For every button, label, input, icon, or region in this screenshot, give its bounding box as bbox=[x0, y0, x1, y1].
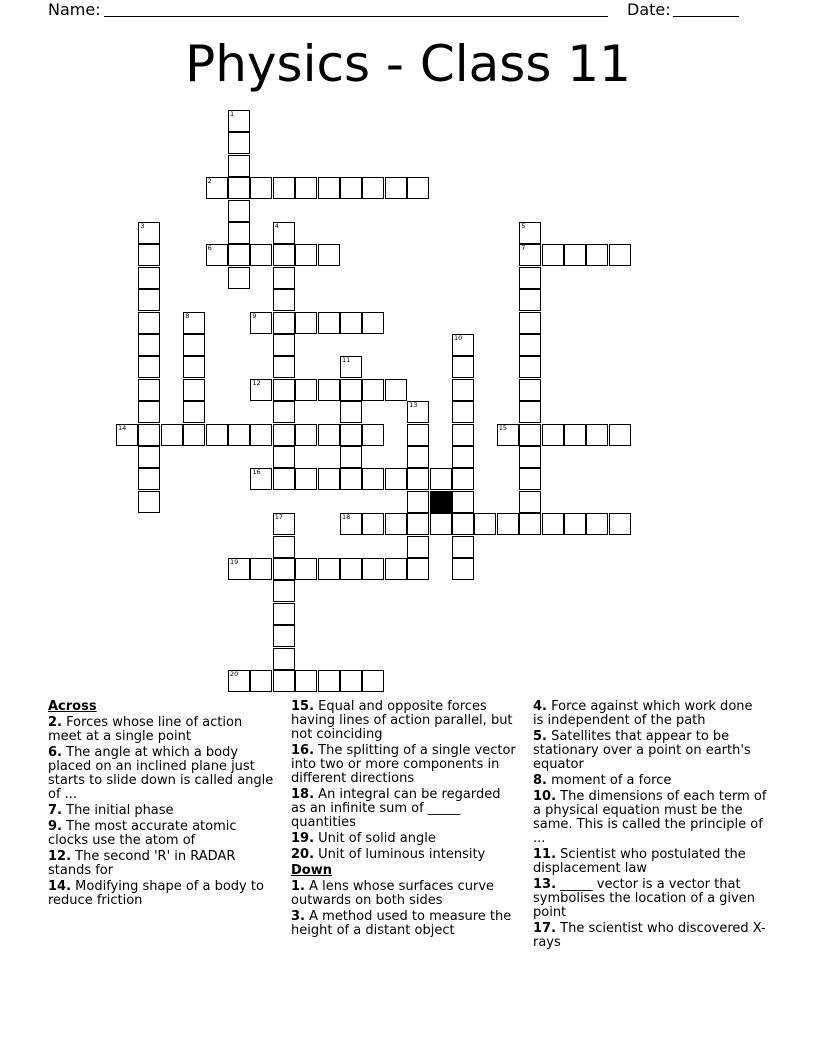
grid-cell[interactable] bbox=[273, 670, 295, 692]
grid-cell[interactable] bbox=[519, 513, 541, 535]
grid-cell[interactable] bbox=[497, 513, 519, 535]
grid-cell[interactable] bbox=[385, 513, 407, 535]
grid-cell[interactable] bbox=[273, 379, 295, 401]
grid-cell[interactable] bbox=[340, 670, 362, 692]
clue-down-5: 5. Satellites that appear to be stationary over a point on earth's equator bbox=[533, 729, 751, 772]
grid-cell[interactable] bbox=[430, 468, 452, 490]
grid-cell[interactable] bbox=[519, 468, 541, 490]
grid-cell[interactable] bbox=[183, 424, 205, 446]
grid-cell[interactable] bbox=[250, 558, 272, 580]
grid-cell[interactable] bbox=[340, 558, 362, 580]
grid-cell[interactable] bbox=[362, 379, 384, 401]
grid-cell[interactable] bbox=[318, 468, 340, 490]
cell-number: 12 bbox=[252, 378, 261, 387]
grid-cell[interactable] bbox=[340, 177, 362, 199]
grid-cell[interactable] bbox=[295, 670, 317, 692]
grid-cell[interactable] bbox=[407, 468, 429, 490]
clue-across-19: 19. Unit of solid angle bbox=[291, 831, 436, 846]
grid-cell[interactable] bbox=[273, 536, 295, 558]
grid-cell[interactable] bbox=[138, 401, 160, 423]
grid-cell[interactable] bbox=[295, 244, 317, 266]
grid-cell[interactable] bbox=[273, 356, 295, 378]
clue-across-20: 20. Unit of luminous intensity bbox=[291, 847, 486, 862]
grid-cell[interactable] bbox=[519, 267, 541, 289]
grid-cell[interactable] bbox=[385, 468, 407, 490]
grid-cell[interactable] bbox=[340, 446, 362, 468]
clue-down-8: 8. moment of a force bbox=[533, 773, 672, 788]
grid-cell[interactable] bbox=[362, 424, 384, 446]
across-heading: Across bbox=[48, 699, 97, 714]
grid-cell[interactable] bbox=[362, 177, 384, 199]
cell-number: 10 bbox=[454, 334, 463, 342]
grid-cell[interactable] bbox=[519, 222, 541, 244]
grid-cell[interactable] bbox=[250, 670, 272, 692]
grid-cell[interactable] bbox=[228, 244, 250, 266]
cell-number: 4 bbox=[274, 222, 279, 230]
grid-cell[interactable] bbox=[273, 222, 295, 244]
grid-cell[interactable] bbox=[273, 446, 295, 468]
grid-cell[interactable] bbox=[318, 244, 340, 266]
clue-down-4: 4. Force against which work done is independent of the path bbox=[533, 699, 753, 728]
grid-cell[interactable] bbox=[295, 379, 317, 401]
page-title: Physics - Class 11 bbox=[185, 35, 631, 93]
grid-cell[interactable] bbox=[362, 513, 384, 535]
clues-column-1 bbox=[48, 700, 276, 910]
grid-cell[interactable] bbox=[519, 289, 541, 311]
grid-cell[interactable] bbox=[295, 177, 317, 199]
grid-cell[interactable] bbox=[295, 558, 317, 580]
grid-cell[interactable] bbox=[586, 424, 608, 446]
clue-across-16: 16. The splitting of a single vector into two or more components in different directions bbox=[291, 743, 516, 786]
clue-across-7: 7. The initial phase bbox=[48, 803, 174, 818]
grid-cell[interactable] bbox=[497, 424, 519, 446]
cell-number: 9 bbox=[252, 311, 257, 320]
grid-cell[interactable] bbox=[385, 558, 407, 580]
grid-cell[interactable] bbox=[340, 468, 362, 490]
cell-number: 2 bbox=[207, 177, 212, 186]
date-label: Date: bbox=[627, 0, 671, 19]
grid-cell[interactable] bbox=[273, 289, 295, 311]
clue-down-3: 3. A method used to measure the height of a distant object bbox=[291, 909, 512, 938]
grid-cell[interactable] bbox=[116, 424, 138, 446]
grid-cell[interactable] bbox=[183, 379, 205, 401]
grid-cell[interactable] bbox=[273, 177, 295, 199]
grid-cell[interactable] bbox=[183, 312, 205, 334]
grid-cell[interactable] bbox=[452, 379, 474, 401]
grid-cell[interactable] bbox=[138, 446, 160, 468]
grid-cell[interactable] bbox=[519, 356, 541, 378]
grid-cell[interactable] bbox=[362, 670, 384, 692]
grid-cell[interactable] bbox=[407, 491, 429, 513]
grid-cell[interactable] bbox=[519, 446, 541, 468]
cell-number: 6 bbox=[207, 244, 212, 253]
grid-cell[interactable] bbox=[519, 491, 541, 513]
grid-cell[interactable] bbox=[340, 513, 362, 535]
clues-column-2 bbox=[291, 700, 519, 940]
cell-number: 18 bbox=[342, 513, 351, 522]
grid-cell[interactable] bbox=[138, 468, 160, 490]
down-heading: Down bbox=[291, 863, 332, 878]
grid-cell[interactable] bbox=[273, 334, 295, 356]
grid-cell[interactable] bbox=[430, 513, 452, 535]
grid-cell[interactable] bbox=[407, 177, 429, 199]
grid-cell[interactable] bbox=[586, 244, 608, 266]
grid-cell[interactable] bbox=[250, 244, 272, 266]
grid-cell[interactable] bbox=[586, 513, 608, 535]
grid-cell[interactable] bbox=[138, 379, 160, 401]
grid-cell[interactable] bbox=[295, 468, 317, 490]
grid-cell[interactable] bbox=[138, 267, 160, 289]
grid-cell[interactable] bbox=[564, 424, 586, 446]
clue-down-17: 17. The scientist who discovered X-rays bbox=[533, 921, 766, 950]
cell-number: 19 bbox=[230, 558, 239, 566]
grid-cell[interactable] bbox=[295, 312, 317, 334]
grid-cell[interactable] bbox=[138, 424, 160, 446]
grid-cell[interactable] bbox=[318, 312, 340, 334]
grid-cell[interactable] bbox=[250, 177, 272, 199]
grid-cell[interactable] bbox=[273, 603, 295, 625]
grid-cell[interactable] bbox=[273, 648, 295, 670]
grid-cell[interactable] bbox=[228, 222, 250, 244]
clue-down-1: 1. A lens whose surfaces curve outwards on both sides bbox=[291, 879, 495, 908]
grid-cell[interactable] bbox=[318, 670, 340, 692]
grid-cell[interactable] bbox=[407, 446, 429, 468]
grid-cell[interactable] bbox=[138, 222, 160, 244]
grid-cell[interactable] bbox=[318, 379, 340, 401]
cell-number: 15 bbox=[498, 423, 508, 432]
clue-across-12: 12. The second 'R' in RADAR stands for bbox=[48, 849, 236, 878]
cell-number: 5 bbox=[521, 222, 526, 230]
grid-cell[interactable] bbox=[228, 670, 250, 692]
grid-cell[interactable] bbox=[340, 356, 362, 378]
clue-down-13: 13. _____ vector is a vector that symbolises the location of a given point bbox=[533, 877, 755, 920]
grid-cell[interactable] bbox=[206, 244, 228, 266]
grid-cell[interactable] bbox=[519, 244, 541, 266]
grid-cell[interactable] bbox=[452, 356, 474, 378]
grid-cell[interactable] bbox=[542, 513, 564, 535]
clue-across-2: 2. Forces whose line of action meet at a single point bbox=[48, 715, 243, 744]
cell-number: 16 bbox=[252, 468, 261, 477]
black-cell bbox=[430, 491, 452, 513]
grid-cell[interactable] bbox=[228, 177, 250, 199]
grid-cell[interactable] bbox=[273, 312, 295, 334]
grid-cell[interactable] bbox=[138, 244, 160, 266]
name-label: Name: bbox=[48, 0, 101, 19]
grid-cell[interactable] bbox=[318, 558, 340, 580]
grid-cell[interactable] bbox=[609, 424, 631, 446]
grid-cell[interactable] bbox=[407, 424, 429, 446]
grid-cell[interactable] bbox=[452, 424, 474, 446]
grid-cell[interactable] bbox=[452, 468, 474, 490]
grid-cell[interactable] bbox=[385, 177, 407, 199]
cell-number: 1 bbox=[230, 110, 235, 118]
grid-cell[interactable] bbox=[452, 401, 474, 423]
grid-cell[interactable] bbox=[295, 424, 317, 446]
grid-cell[interactable] bbox=[407, 513, 429, 535]
grid-cell[interactable] bbox=[228, 424, 250, 446]
grid-cell[interactable] bbox=[273, 468, 295, 490]
grid-cell[interactable] bbox=[228, 267, 250, 289]
grid-cell[interactable] bbox=[206, 177, 228, 199]
grid-cell[interactable] bbox=[340, 312, 362, 334]
grid-cell[interactable] bbox=[362, 312, 384, 334]
grid-cell[interactable] bbox=[609, 513, 631, 535]
grid-cell[interactable] bbox=[273, 267, 295, 289]
grid-cell[interactable] bbox=[228, 200, 250, 222]
cell-number: 11 bbox=[342, 356, 351, 365]
grid-cell[interactable] bbox=[362, 468, 384, 490]
grid-cell[interactable] bbox=[452, 558, 474, 580]
grid-cell[interactable] bbox=[273, 401, 295, 423]
grid-cell[interactable] bbox=[273, 625, 295, 647]
grid-cell[interactable] bbox=[609, 244, 631, 266]
grid-cell[interactable] bbox=[407, 536, 429, 558]
grid-cell[interactable] bbox=[564, 513, 586, 535]
grid-cell[interactable] bbox=[250, 468, 272, 490]
clue-across-6: 6. The angle at which a body placed on an inclined plane just starts to slide down is called angle of ... bbox=[48, 745, 274, 802]
cell-number: 13 bbox=[409, 401, 418, 410]
grid-cell[interactable] bbox=[318, 177, 340, 199]
grid-cell[interactable] bbox=[452, 446, 474, 468]
cell-number: 8 bbox=[185, 311, 190, 320]
grid-cell[interactable] bbox=[407, 401, 429, 423]
grid-cell[interactable] bbox=[452, 334, 474, 356]
grid-cell[interactable] bbox=[183, 334, 205, 356]
grid-cell[interactable] bbox=[385, 379, 407, 401]
cell-number: 3 bbox=[140, 222, 145, 230]
grid-cell[interactable] bbox=[138, 289, 160, 311]
grid-cell[interactable] bbox=[250, 312, 272, 334]
clue-across-9: 9. The most accurate atomic clocks use the atom of bbox=[48, 819, 237, 848]
clue-down-10: 10. The dimensions of each term of a physical equation must be the same. This is called the principle of ... bbox=[533, 789, 767, 846]
grid-cell[interactable] bbox=[138, 334, 160, 356]
grid-cell[interactable] bbox=[452, 491, 474, 513]
cell-number: 17 bbox=[274, 513, 284, 522]
grid-cell[interactable] bbox=[519, 334, 541, 356]
grid-cell[interactable] bbox=[206, 424, 228, 446]
clue-across-15: 15. Equal and opposite forces having lines of action parallel, but not coinciding bbox=[291, 699, 513, 742]
clue-across-18: 18. An integral can be regarded as an infinite sum of _____ quantities bbox=[291, 787, 501, 830]
grid-cell[interactable] bbox=[340, 401, 362, 423]
grid-cell[interactable] bbox=[250, 424, 272, 446]
clue-down-11: 11. Scientist who postulated the displacement law bbox=[533, 847, 746, 876]
grid-cell[interactable] bbox=[318, 424, 340, 446]
grid-cell[interactable] bbox=[250, 379, 272, 401]
grid-cell[interactable] bbox=[452, 513, 474, 535]
grid-cell[interactable] bbox=[273, 580, 295, 602]
grid-cell[interactable] bbox=[362, 558, 384, 580]
grid-cell[interactable] bbox=[452, 536, 474, 558]
grid-cell[interactable] bbox=[138, 356, 160, 378]
grid-cell[interactable] bbox=[542, 244, 564, 266]
grid-cell[interactable] bbox=[340, 424, 362, 446]
grid-cell[interactable] bbox=[183, 356, 205, 378]
grid-cell[interactable] bbox=[340, 379, 362, 401]
grid-cell[interactable] bbox=[519, 379, 541, 401]
clue-across-14: 14. Modifying shape of a body to reduce friction bbox=[48, 879, 264, 908]
grid-cell[interactable] bbox=[407, 558, 429, 580]
cell-number: 7 bbox=[521, 244, 526, 253]
grid-cell[interactable] bbox=[273, 424, 295, 446]
grid-cell[interactable] bbox=[228, 132, 250, 154]
grid-cell[interactable] bbox=[228, 110, 250, 132]
grid-cell[interactable] bbox=[138, 312, 160, 334]
clues-column-3 bbox=[533, 700, 767, 952]
grid-cell[interactable] bbox=[273, 513, 295, 535]
grid-cell[interactable] bbox=[519, 424, 541, 446]
cell-number: 14 bbox=[118, 423, 127, 432]
grid-cell[interactable] bbox=[542, 424, 564, 446]
grid-cell[interactable] bbox=[273, 244, 295, 266]
grid-cell[interactable] bbox=[519, 312, 541, 334]
cell-number: 20 bbox=[230, 670, 239, 678]
grid-cell[interactable] bbox=[273, 558, 295, 580]
grid-cell[interactable] bbox=[161, 424, 183, 446]
grid-cell[interactable] bbox=[474, 513, 496, 535]
grid-cell[interactable] bbox=[138, 491, 160, 513]
grid-cell[interactable] bbox=[228, 155, 250, 177]
grid-cell[interactable] bbox=[183, 401, 205, 423]
grid-cell[interactable] bbox=[519, 401, 541, 423]
grid-cell[interactable] bbox=[564, 244, 586, 266]
grid-cell[interactable] bbox=[228, 558, 250, 580]
